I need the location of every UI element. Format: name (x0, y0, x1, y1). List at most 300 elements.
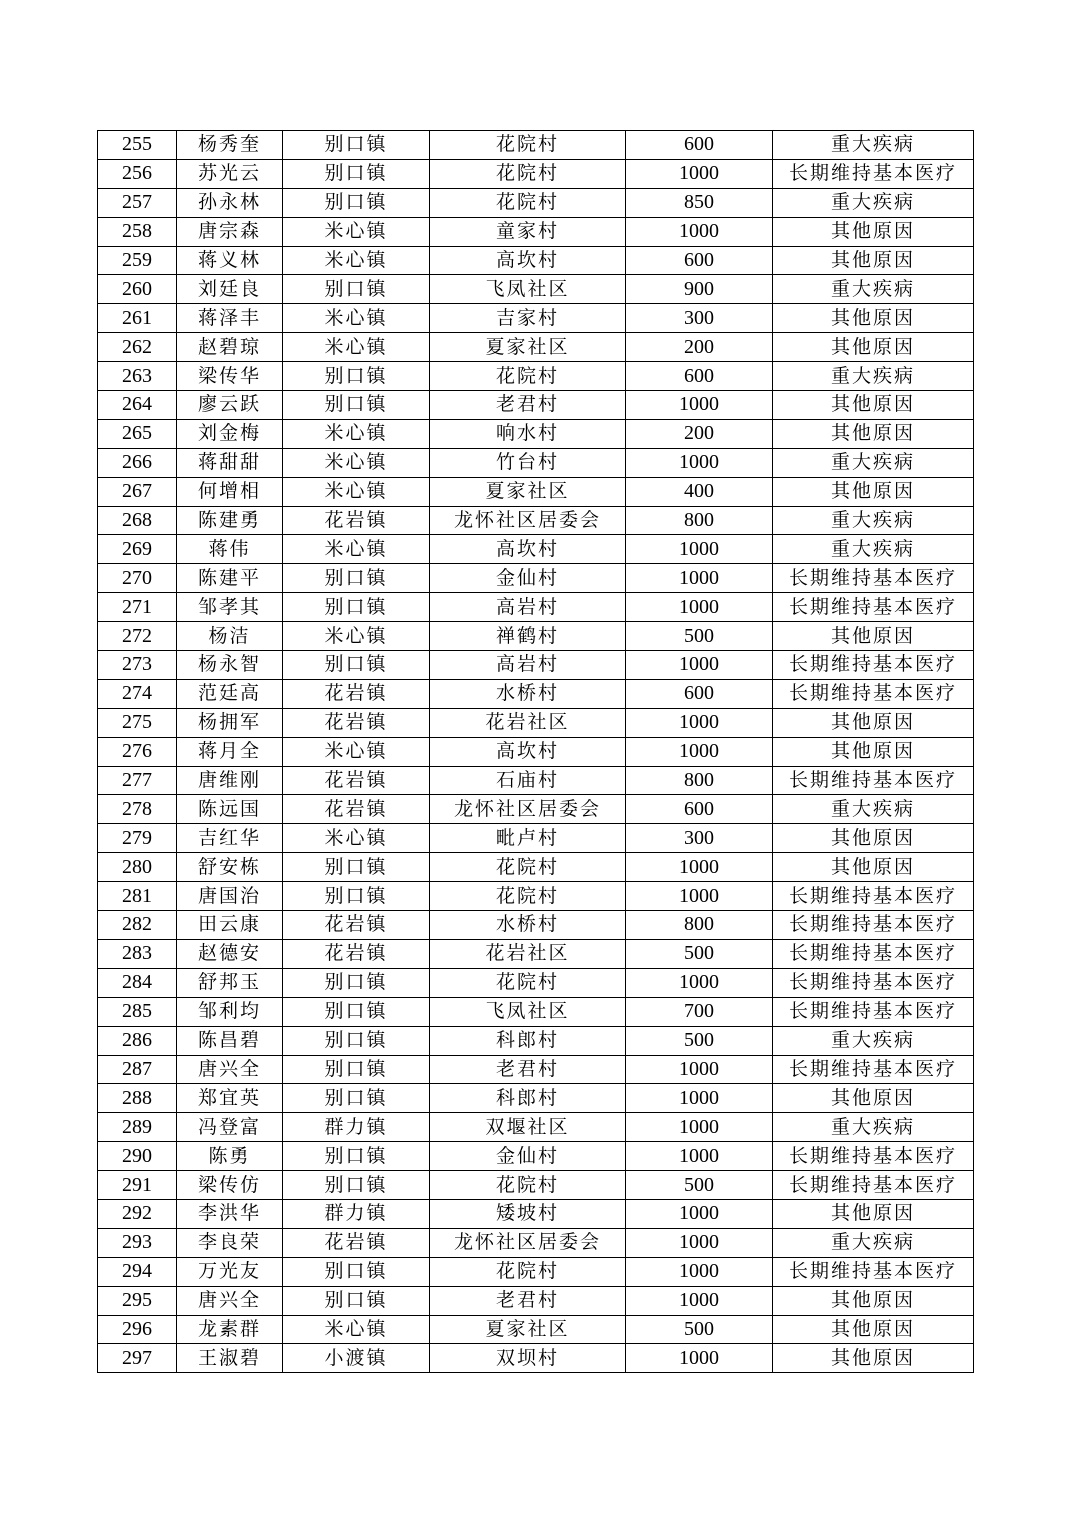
row-number-cell: 261 (98, 304, 177, 333)
village-cell: 童家村 (430, 217, 626, 246)
row-number-cell: 256 (98, 159, 177, 188)
table-row (98, 275, 974, 304)
name-cell: 蒋伟 (177, 535, 283, 564)
amount-cell: 600 (626, 679, 773, 708)
name-cell: 唐维刚 (177, 766, 283, 795)
table-row (98, 1286, 974, 1315)
amount-cell: 1000 (626, 1286, 773, 1315)
name-cell: 唐宗森 (177, 217, 283, 246)
amount-cell: 1000 (626, 593, 773, 622)
reason-cell: 长期维持基本医疗 (773, 679, 974, 708)
village-cell: 水桥村 (430, 679, 626, 708)
name-cell: 刘金梅 (177, 419, 283, 448)
table-row (98, 766, 974, 795)
village-cell: 老君村 (430, 1286, 626, 1315)
row-number-cell: 295 (98, 1286, 177, 1315)
row-number-cell: 284 (98, 968, 177, 997)
town-cell: 别口镇 (283, 131, 430, 160)
row-number-cell: 255 (98, 131, 177, 160)
village-cell: 竹台村 (430, 448, 626, 477)
reason-cell: 长期维持基本医疗 (773, 1055, 974, 1084)
table-row (98, 217, 974, 246)
name-cell: 陈昌碧 (177, 1026, 283, 1055)
table-row (98, 795, 974, 824)
name-cell: 梁传仿 (177, 1171, 283, 1200)
village-cell: 毗卢村 (430, 824, 626, 853)
table-row (98, 737, 974, 766)
reason-cell: 长期维持基本医疗 (773, 939, 974, 968)
town-cell: 花岩镇 (283, 679, 430, 708)
record-table (97, 130, 974, 1373)
reason-cell: 其他原因 (773, 419, 974, 448)
village-cell: 龙怀社区居委会 (430, 1228, 626, 1257)
town-cell: 别口镇 (283, 362, 430, 391)
name-cell: 杨秀奎 (177, 131, 283, 160)
reason-cell: 其他原因 (773, 246, 974, 275)
town-cell: 花岩镇 (283, 766, 430, 795)
table-row (98, 708, 974, 737)
amount-cell: 500 (626, 1315, 773, 1344)
reason-cell: 长期维持基本医疗 (773, 882, 974, 911)
reason-cell: 重大疾病 (773, 1026, 974, 1055)
name-cell: 赵德安 (177, 939, 283, 968)
reason-cell: 长期维持基本医疗 (773, 1142, 974, 1171)
village-cell: 金仙村 (430, 1142, 626, 1171)
reason-cell: 其他原因 (773, 477, 974, 506)
village-cell: 花岩社区 (430, 939, 626, 968)
name-cell: 唐国治 (177, 882, 283, 911)
town-cell: 别口镇 (283, 968, 430, 997)
village-cell: 花院村 (430, 188, 626, 217)
row-number-cell: 287 (98, 1055, 177, 1084)
town-cell: 别口镇 (283, 997, 430, 1026)
table-row (98, 911, 974, 940)
reason-cell: 长期维持基本医疗 (773, 1171, 974, 1200)
reason-cell: 长期维持基本医疗 (773, 911, 974, 940)
reason-cell: 长期维持基本医疗 (773, 997, 974, 1026)
name-cell: 杨洁 (177, 622, 283, 651)
table-row (98, 853, 974, 882)
amount-cell: 1000 (626, 882, 773, 911)
reason-cell: 重大疾病 (773, 188, 974, 217)
reason-cell: 重大疾病 (773, 1228, 974, 1257)
row-number-cell: 260 (98, 275, 177, 304)
village-cell: 高岩村 (430, 651, 626, 680)
name-cell: 万光友 (177, 1257, 283, 1286)
row-number-cell: 275 (98, 708, 177, 737)
name-cell: 邹孝其 (177, 593, 283, 622)
amount-cell: 1000 (626, 1199, 773, 1228)
table-row (98, 188, 974, 217)
town-cell: 米心镇 (283, 737, 430, 766)
table-row (98, 159, 974, 188)
table-row (98, 1113, 974, 1142)
name-cell: 蒋月全 (177, 737, 283, 766)
reason-cell: 重大疾病 (773, 795, 974, 824)
town-cell: 别口镇 (283, 159, 430, 188)
town-cell: 别口镇 (283, 1026, 430, 1055)
amount-cell: 400 (626, 477, 773, 506)
table-body (98, 131, 974, 1373)
amount-cell: 1000 (626, 968, 773, 997)
town-cell: 别口镇 (283, 391, 430, 420)
amount-cell: 1000 (626, 391, 773, 420)
row-number-cell: 274 (98, 679, 177, 708)
row-number-cell: 293 (98, 1228, 177, 1257)
reason-cell: 其他原因 (773, 824, 974, 853)
table-row (98, 535, 974, 564)
village-cell: 矮坡村 (430, 1199, 626, 1228)
name-cell: 蒋甜甜 (177, 448, 283, 477)
town-cell: 别口镇 (283, 1142, 430, 1171)
table-row (98, 1228, 974, 1257)
name-cell: 廖云跃 (177, 391, 283, 420)
town-cell: 米心镇 (283, 419, 430, 448)
town-cell: 米心镇 (283, 477, 430, 506)
table-row (98, 1199, 974, 1228)
name-cell: 杨拥军 (177, 708, 283, 737)
town-cell: 别口镇 (283, 593, 430, 622)
reason-cell: 其他原因 (773, 1199, 974, 1228)
table-row (98, 824, 974, 853)
table-row (98, 1084, 974, 1113)
name-cell: 范廷高 (177, 679, 283, 708)
village-cell: 双堰社区 (430, 1113, 626, 1142)
row-number-cell: 282 (98, 911, 177, 940)
row-number-cell: 296 (98, 1315, 177, 1344)
amount-cell: 1000 (626, 651, 773, 680)
reason-cell: 重大疾病 (773, 131, 974, 160)
town-cell: 别口镇 (283, 882, 430, 911)
table-row (98, 477, 974, 506)
town-cell: 群力镇 (283, 1113, 430, 1142)
reason-cell: 其他原因 (773, 708, 974, 737)
amount-cell: 850 (626, 188, 773, 217)
town-cell: 别口镇 (283, 651, 430, 680)
town-cell: 别口镇 (283, 1286, 430, 1315)
table-row (98, 882, 974, 911)
row-number-cell: 283 (98, 939, 177, 968)
reason-cell: 重大疾病 (773, 535, 974, 564)
town-cell: 米心镇 (283, 333, 430, 362)
town-cell: 米心镇 (283, 1315, 430, 1344)
town-cell: 米心镇 (283, 217, 430, 246)
name-cell: 李良荣 (177, 1228, 283, 1257)
amount-cell: 1000 (626, 1228, 773, 1257)
row-number-cell: 264 (98, 391, 177, 420)
row-number-cell: 285 (98, 997, 177, 1026)
village-cell: 花院村 (430, 362, 626, 391)
amount-cell: 500 (626, 1026, 773, 1055)
table-row (98, 391, 974, 420)
town-cell: 花岩镇 (283, 708, 430, 737)
amount-cell: 300 (626, 304, 773, 333)
village-cell: 龙怀社区居委会 (430, 506, 626, 535)
row-number-cell: 290 (98, 1142, 177, 1171)
amount-cell: 800 (626, 911, 773, 940)
village-cell: 老君村 (430, 391, 626, 420)
table-row (98, 333, 974, 362)
amount-cell: 1000 (626, 1113, 773, 1142)
table-row (98, 968, 974, 997)
village-cell: 花院村 (430, 882, 626, 911)
name-cell: 杨永智 (177, 651, 283, 680)
reason-cell: 长期维持基本医疗 (773, 766, 974, 795)
town-cell: 别口镇 (283, 275, 430, 304)
village-cell: 高坎村 (430, 737, 626, 766)
reason-cell: 长期维持基本医疗 (773, 593, 974, 622)
town-cell: 花岩镇 (283, 795, 430, 824)
town-cell: 别口镇 (283, 1257, 430, 1286)
table-row (98, 1026, 974, 1055)
reason-cell: 其他原因 (773, 853, 974, 882)
amount-cell: 800 (626, 766, 773, 795)
table-row (98, 564, 974, 593)
amount-cell: 600 (626, 362, 773, 391)
table-row (98, 448, 974, 477)
name-cell: 舒邦玉 (177, 968, 283, 997)
village-cell: 夏家社区 (430, 477, 626, 506)
name-cell: 吉红华 (177, 824, 283, 853)
amount-cell: 200 (626, 419, 773, 448)
reason-cell: 重大疾病 (773, 506, 974, 535)
town-cell: 花岩镇 (283, 506, 430, 535)
village-cell: 花院村 (430, 1257, 626, 1286)
amount-cell: 1000 (626, 159, 773, 188)
village-cell: 花院村 (430, 131, 626, 160)
town-cell: 花岩镇 (283, 911, 430, 940)
amount-cell: 700 (626, 997, 773, 1026)
row-number-cell: 273 (98, 651, 177, 680)
town-cell: 别口镇 (283, 1171, 430, 1200)
reason-cell: 其他原因 (773, 217, 974, 246)
name-cell: 陈建平 (177, 564, 283, 593)
amount-cell: 300 (626, 824, 773, 853)
village-cell: 双坝村 (430, 1344, 626, 1373)
row-number-cell: 276 (98, 737, 177, 766)
name-cell: 何增相 (177, 477, 283, 506)
name-cell: 赵碧琼 (177, 333, 283, 362)
town-cell: 花岩镇 (283, 1228, 430, 1257)
village-cell: 响水村 (430, 419, 626, 448)
reason-cell: 其他原因 (773, 1344, 974, 1373)
reason-cell: 重大疾病 (773, 275, 974, 304)
village-cell: 夏家社区 (430, 1315, 626, 1344)
table-row (98, 593, 974, 622)
reason-cell: 其他原因 (773, 737, 974, 766)
village-cell: 吉家村 (430, 304, 626, 333)
reason-cell: 长期维持基本医疗 (773, 651, 974, 680)
amount-cell: 1000 (626, 1142, 773, 1171)
table-row (98, 362, 974, 391)
amount-cell: 1000 (626, 448, 773, 477)
town-cell: 别口镇 (283, 188, 430, 217)
row-number-cell: 258 (98, 217, 177, 246)
name-cell: 梁传华 (177, 362, 283, 391)
village-cell: 花院村 (430, 159, 626, 188)
amount-cell: 1000 (626, 564, 773, 593)
name-cell: 陈建勇 (177, 506, 283, 535)
row-number-cell: 291 (98, 1171, 177, 1200)
row-number-cell: 259 (98, 246, 177, 275)
name-cell: 田云康 (177, 911, 283, 940)
name-cell: 唐兴全 (177, 1055, 283, 1084)
village-cell: 花院村 (430, 853, 626, 882)
amount-cell: 900 (626, 275, 773, 304)
village-cell: 飞凤社区 (430, 275, 626, 304)
table-row (98, 1142, 974, 1171)
village-cell: 高岩村 (430, 593, 626, 622)
village-cell: 飞凤社区 (430, 997, 626, 1026)
name-cell: 舒安栋 (177, 853, 283, 882)
row-number-cell: 292 (98, 1199, 177, 1228)
town-cell: 米心镇 (283, 824, 430, 853)
amount-cell: 1000 (626, 853, 773, 882)
reason-cell: 其他原因 (773, 333, 974, 362)
name-cell: 唐兴全 (177, 1286, 283, 1315)
row-number-cell: 268 (98, 506, 177, 535)
name-cell: 陈勇 (177, 1142, 283, 1171)
village-cell: 高坎村 (430, 246, 626, 275)
row-number-cell: 257 (98, 188, 177, 217)
village-cell: 高坎村 (430, 535, 626, 564)
reason-cell: 其他原因 (773, 1315, 974, 1344)
village-cell: 禅鹤村 (430, 622, 626, 651)
reason-cell: 重大疾病 (773, 362, 974, 391)
town-cell: 米心镇 (283, 535, 430, 564)
reason-cell: 其他原因 (773, 304, 974, 333)
table-row (98, 997, 974, 1026)
name-cell: 龙素群 (177, 1315, 283, 1344)
town-cell: 米心镇 (283, 304, 430, 333)
row-number-cell: 267 (98, 477, 177, 506)
row-number-cell: 288 (98, 1084, 177, 1113)
amount-cell: 1000 (626, 737, 773, 766)
row-number-cell: 270 (98, 564, 177, 593)
row-number-cell: 277 (98, 766, 177, 795)
table-row (98, 131, 974, 160)
name-cell: 陈远国 (177, 795, 283, 824)
table-row (98, 419, 974, 448)
name-cell: 蒋泽丰 (177, 304, 283, 333)
town-cell: 米心镇 (283, 622, 430, 651)
row-number-cell: 279 (98, 824, 177, 853)
reason-cell: 长期维持基本医疗 (773, 968, 974, 997)
village-cell: 科郎村 (430, 1084, 626, 1113)
table-row (98, 246, 974, 275)
amount-cell: 600 (626, 246, 773, 275)
village-cell: 老君村 (430, 1055, 626, 1084)
amount-cell: 1000 (626, 1084, 773, 1113)
table-row (98, 1171, 974, 1200)
town-cell: 别口镇 (283, 1084, 430, 1113)
amount-cell: 1000 (626, 1055, 773, 1084)
reason-cell: 其他原因 (773, 1084, 974, 1113)
reason-cell: 长期维持基本医疗 (773, 564, 974, 593)
village-cell: 水桥村 (430, 911, 626, 940)
amount-cell: 500 (626, 622, 773, 651)
row-number-cell: 278 (98, 795, 177, 824)
reason-cell: 其他原因 (773, 1286, 974, 1315)
village-cell: 科郎村 (430, 1026, 626, 1055)
row-number-cell: 272 (98, 622, 177, 651)
row-number-cell: 297 (98, 1344, 177, 1373)
town-cell: 别口镇 (283, 564, 430, 593)
name-cell: 李洪华 (177, 1199, 283, 1228)
amount-cell: 1000 (626, 535, 773, 564)
village-cell: 石庙村 (430, 766, 626, 795)
village-cell: 夏家社区 (430, 333, 626, 362)
reason-cell: 重大疾病 (773, 448, 974, 477)
reason-cell: 重大疾病 (773, 1113, 974, 1142)
village-cell: 花岩社区 (430, 708, 626, 737)
amount-cell: 500 (626, 1171, 773, 1200)
row-number-cell: 281 (98, 882, 177, 911)
amount-cell: 1000 (626, 217, 773, 246)
town-cell: 别口镇 (283, 853, 430, 882)
row-number-cell: 289 (98, 1113, 177, 1142)
row-number-cell: 262 (98, 333, 177, 362)
row-number-cell: 265 (98, 419, 177, 448)
village-cell: 龙怀社区居委会 (430, 795, 626, 824)
row-number-cell: 269 (98, 535, 177, 564)
name-cell: 冯登富 (177, 1113, 283, 1142)
name-cell: 蒋义林 (177, 246, 283, 275)
row-number-cell: 294 (98, 1257, 177, 1286)
reason-cell: 其他原因 (773, 391, 974, 420)
village-cell: 金仙村 (430, 564, 626, 593)
row-number-cell: 263 (98, 362, 177, 391)
table-row (98, 304, 974, 333)
town-cell: 小渡镇 (283, 1344, 430, 1373)
name-cell: 孙永林 (177, 188, 283, 217)
amount-cell: 1000 (626, 1344, 773, 1373)
table-row (98, 939, 974, 968)
village-cell: 花院村 (430, 968, 626, 997)
name-cell: 刘廷良 (177, 275, 283, 304)
name-cell: 邹利均 (177, 997, 283, 1026)
reason-cell: 长期维持基本医疗 (773, 1257, 974, 1286)
reason-cell: 其他原因 (773, 622, 974, 651)
amount-cell: 600 (626, 131, 773, 160)
table-row (98, 651, 974, 680)
table-row (98, 1344, 974, 1373)
town-cell: 米心镇 (283, 246, 430, 275)
table-row (98, 1257, 974, 1286)
name-cell: 苏光云 (177, 159, 283, 188)
name-cell: 郑宜英 (177, 1084, 283, 1113)
row-number-cell: 266 (98, 448, 177, 477)
table-row (98, 622, 974, 651)
amount-cell: 500 (626, 939, 773, 968)
town-cell: 群力镇 (283, 1199, 430, 1228)
amount-cell: 600 (626, 795, 773, 824)
town-cell: 米心镇 (283, 448, 430, 477)
amount-cell: 1000 (626, 1257, 773, 1286)
amount-cell: 800 (626, 506, 773, 535)
town-cell: 别口镇 (283, 1055, 430, 1084)
table-row (98, 1315, 974, 1344)
town-cell: 花岩镇 (283, 939, 430, 968)
amount-cell: 1000 (626, 708, 773, 737)
row-number-cell: 286 (98, 1026, 177, 1055)
row-number-cell: 271 (98, 593, 177, 622)
table-row (98, 1055, 974, 1084)
row-number-cell: 280 (98, 853, 177, 882)
reason-cell: 长期维持基本医疗 (773, 159, 974, 188)
amount-cell: 200 (626, 333, 773, 362)
village-cell: 花院村 (430, 1171, 626, 1200)
